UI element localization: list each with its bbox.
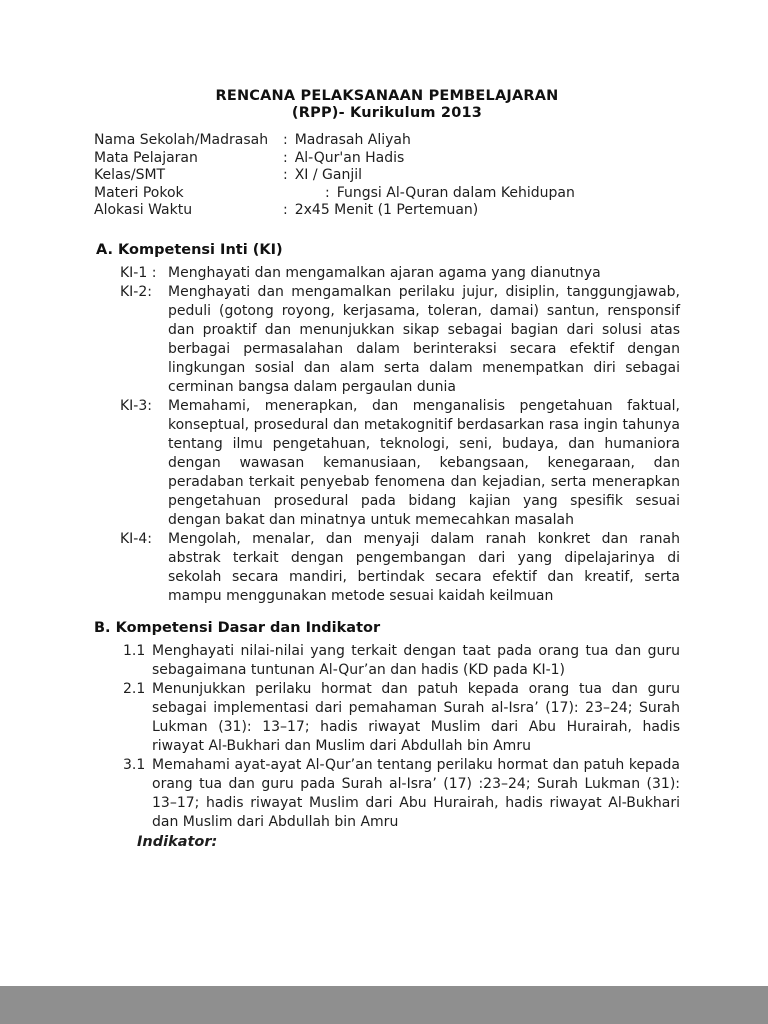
title-line-1: RENCANA PELAKSANAAN PEMBELAJARAN [215,88,559,104]
kd-item-label: 3.1 [123,756,146,773]
ki-item-4 [120,530,680,606]
meta-row-mata-pelajaran [94,150,680,168]
meta-value: Madrasah Aliyah [294,132,411,148]
ki-item-label: KI-3: [120,397,152,414]
meta-label: Materi Pokok [94,184,184,201]
kompetensi-inti-list [120,264,680,606]
meta-label: Nama Sekolah/Madrasah [94,132,269,148]
title-line-2: (RPP)- Kurikulum 2013 [291,105,483,121]
ki-item-text: Menghayati dan mengamalkan ajaran agama yang dianutnya [168,264,601,281]
ki-item-label: KI-2: [120,283,152,300]
ki-item-1 [120,264,680,283]
meta-separator: : [325,184,330,201]
ki-item-label: KI-4: [120,530,152,547]
ki-item-text: Menghayati dan mengamalkan perilaku jujur, disiplin, tanggungjawab, peduli (gotong royong, kerjasama, toleran, damai) santun, rensponsif dan proaktif dan menunjukkan sikap sebagai bagian dari solusi atas berbagai permasalahan dalam berinteraksi secara efektif dengan lingkungan sosial dan alam serta dalam menempatkan diri sebagai cerminan bangsa dalam pergaulan dunia [168,283,680,395]
ki-item-3 [120,397,680,530]
kd-item-label: 1.1 [123,642,146,659]
meta-label: Kelas/SMT [94,167,166,183]
kd-item-text: Memahami ayat-ayat Al-Qur’an tentang perilaku hormat dan patuh kepada orang tua dan guru pada Surah al-Isra’ (17) :23–24; Surah Lukman (31): 13–17; hadis riwayat Muslim dari Abu Hurairah, hadis riwayat Al-Bukhari dan Muslim dari Abdullah bin Amru [152,756,680,830]
kd-item-3-1 [123,756,680,832]
kd-item-2-1 [123,680,680,756]
meta-label: Mata Pelajaran [94,149,198,166]
meta-row-alokasi-waktu [94,202,680,220]
document-title [94,88,680,122]
kd-item-text: Menghayati nilai-nilai yang terkait dengan taat pada orang tua dan guru sebagaimana tuntunan Al-Qur’an dan hadis (KD pada KI-1) [152,642,680,678]
meta-separator: : [283,167,288,183]
meta-label: Alokasi Waktu [94,202,193,218]
indikator-label: Indikator: [137,833,218,850]
meta-separator: : [283,202,288,218]
meta-value: 2x45 Menit (1 Pertemuan) [294,202,479,218]
ki-item-2 [120,283,680,397]
kompetensi-dasar-list [123,642,680,852]
section-a-heading: A. Kompetensi Inti (KI) [96,241,283,258]
metadata-block [94,132,680,220]
meta-separator: : [283,149,288,166]
ki-item-text: Mengolah, menalar, dan menyaji dalam ranah konkret dan ranah abstrak terkait dengan pengembangan dari yang dipelajarinya di sekolah secara mandiri, bertindak secara efektif dan kreatif, serta mampu menggunakan metode sesuai kaidah keilmuan [168,530,680,604]
ki-item-label: KI-1 : [120,264,157,281]
meta-separator: : [283,132,288,148]
section-b-heading: B. Kompetensi Dasar dan Indikator [94,619,381,636]
meta-row-materi-pokok [94,185,680,203]
kd-item-1-1 [123,642,680,680]
meta-row-nama-sekolah [94,132,680,150]
meta-row-kelas-smt [94,167,680,185]
meta-value: Fungsi Al-Quran dalam Kehidupan [336,184,575,201]
kd-item-text: Menunjukkan perilaku hormat dan patuh kepada orang tua dan guru sebagai implementasi dari pemahaman Surah al-Isra’ (17): 23–24; Surah Lukman (31): 13–17; hadis riwayat Muslim dari Abu Hurairah, hadis riwayat Al-Bukhari dan Muslim dari Abdullah bin Amru [152,680,680,754]
ki-item-text: Memahami, menerapkan, dan menganalisis pengetahuan faktual, konseptual, prosedural dan metakognitif berdasarkan rasa ingin tahunya tentang ilmu pengetahuan, teknologi, seni, budaya, dan humaniora dengan wawasan kemanusiaan, kebangsaan, kenegaraan, dan peradaban terkait penyebab fenomena dan kejadian, serta menerapkan pengetahuan prosedural pada bidang kajian yang spesifik sesuai dengan bakat dan minatnya untuk memecahkan masalah [168,397,680,528]
kd-item-label: 2.1 [123,680,146,697]
meta-value: XI / Ganjil [294,167,363,183]
meta-value: Al-Qur'an Hadis [294,149,405,166]
